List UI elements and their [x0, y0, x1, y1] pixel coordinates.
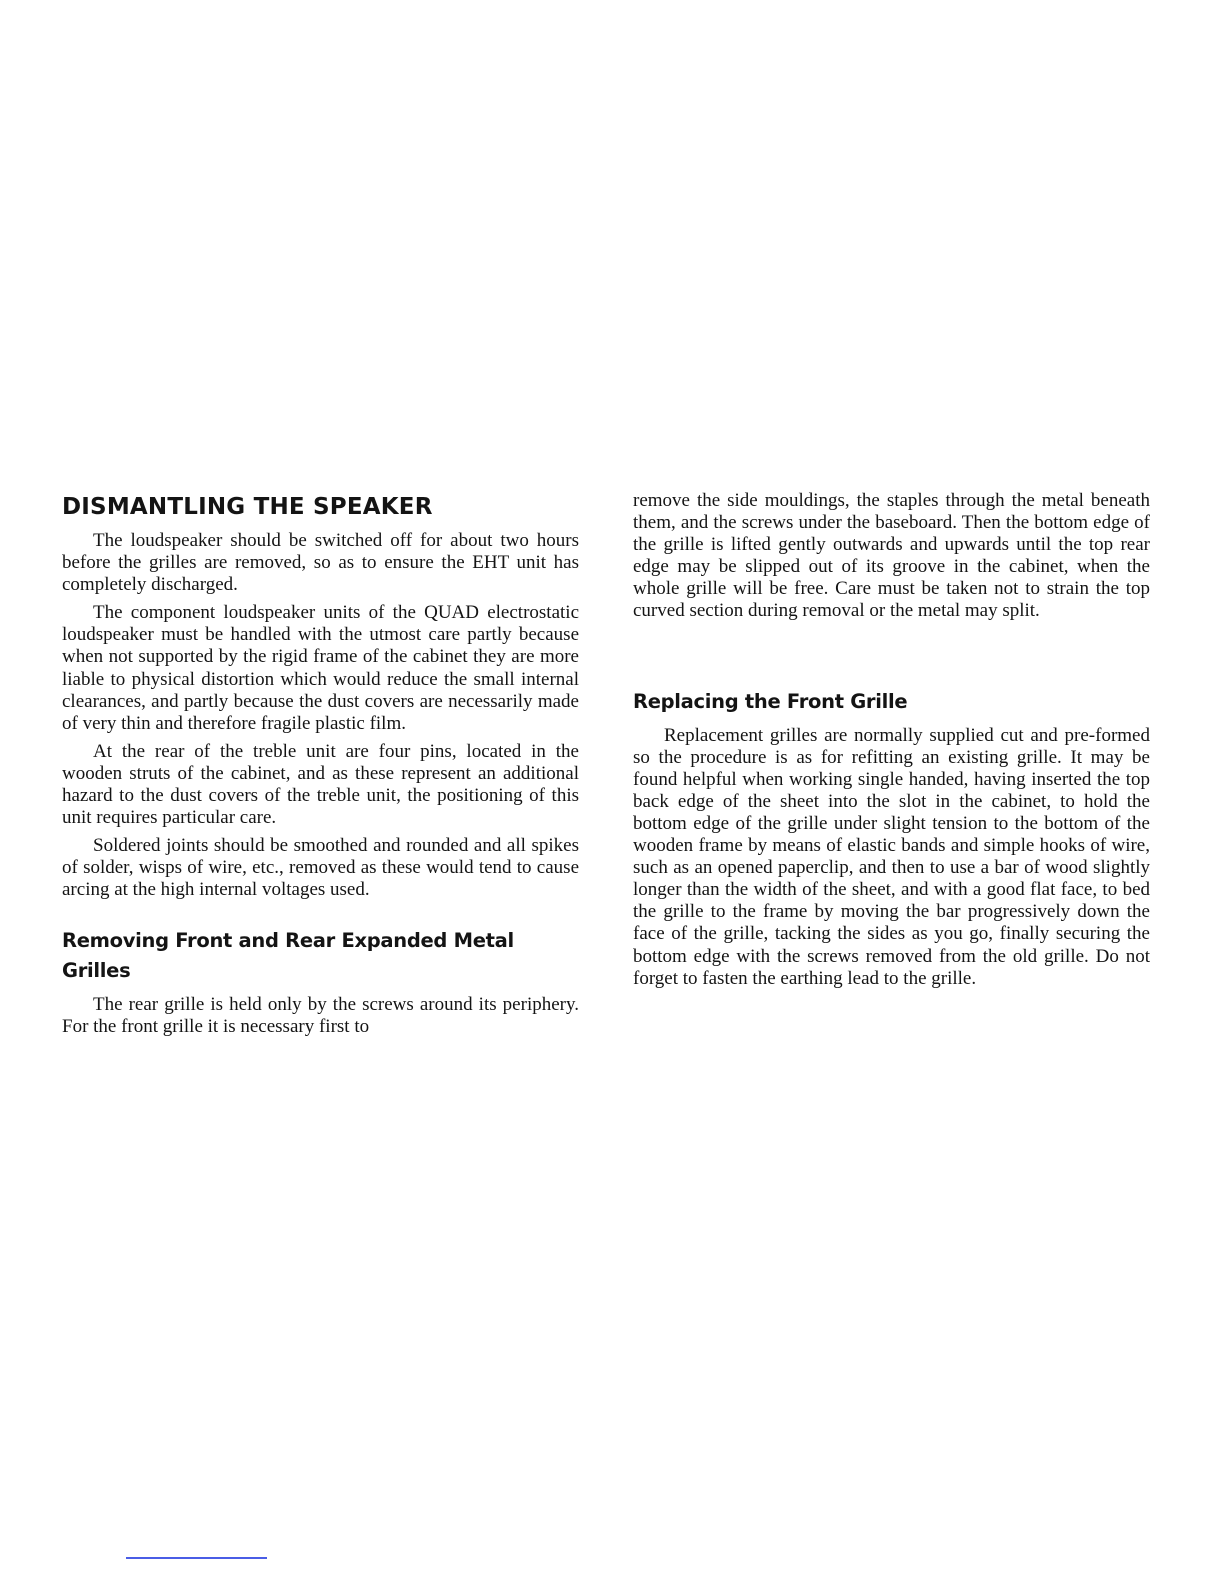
heading-replacing-front-grille: Replacing the Front Grille	[633, 689, 908, 713]
paragraph-rear-grille: The rear grille is held only by the screws around its periphery. For the front grille it is necessary first to	[62, 993, 579, 1037]
heading-dismantling-the-speaker: DISMANTLING THE SPEAKER	[62, 494, 433, 520]
paragraph-replacement-grilles: Replacement grilles are normally supplied cut and pre-formed so the procedure is as for refitting an existing grille. It may be found helpful when working single handed, having inserted the top back edge of the sheet into the slot in the cabinet, to hold the bottom edge of the grille under slight tension to the bottom of the wooden frame by means of elastic bands and simple hooks of wire, such as an opened paperclip, and then to use a bar of wood slightly longer than the width of the sheet, and with a good flat face, to bed the grille to the frame by moving the bar progressively down the face of the grille, tacking the sides as you go, finally securing the bottom edge with the screws removed from the old grille. Do not forget to fasten the earthing lead to the grille.	[633, 724, 1150, 989]
paragraph-soldered-joints: Soldered joints should be smoothed and rounded and all spikes of solder, wisps of wire, etc., removed as these would tend to cause arcing at the high internal voltages used.	[62, 835, 579, 901]
heading-removing-grilles: Removing Front and Rear Expanded Metal Grilles	[62, 928, 514, 982]
left-column	[62, 490, 579, 1044]
right-column	[633, 490, 1150, 996]
paragraph-switch-off: The loudspeaker should be switched off for about two hours before the grilles are removed, so as to ensure the EHT unit has completely discharged.	[62, 530, 579, 596]
paragraph-component-units: The component loudspeaker units of the QUAD electrostatic loudspeaker must be handled with the utmost care partly because when not supported by the rigid frame of the cabinet they are more liable to physical distortion which would reduce the small internal clearances, and partly because the dust covers are necessarily made of very thin and therefore fragile plastic film.	[62, 602, 579, 734]
footer-divider-line	[126, 1557, 267, 1559]
paragraph-treble-unit-pins: At the rear of the treble unit are four pins, located in the wooden struts of the cabinet, and as these represent an additional hazard to the dust covers of the treble unit, the positioning of this unit requires particular care.	[62, 740, 579, 829]
paragraph-front-grille-continued: remove the side mouldings, the staples through the metal beneath them, and the screws under the baseboard. Then the bottom edge of the grille is lifted gently outwards and upwards until the top rear edge may be slipped out of its groove in the cabinet, when the whole grille will be free. Care must be taken not to strain the top curved section during removal or the metal may split.	[633, 490, 1150, 622]
